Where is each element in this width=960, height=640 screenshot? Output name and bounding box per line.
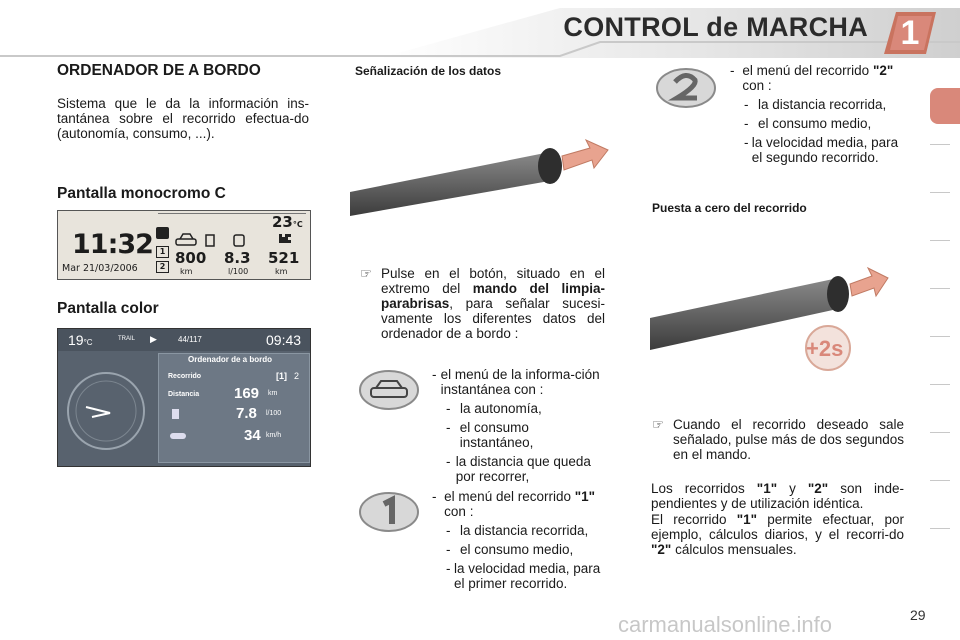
pointing-hand-icon: ☞ <box>360 266 373 281</box>
page-number: 29 <box>910 607 926 623</box>
lcd-temperature: 23°C <box>272 213 303 231</box>
reset-instruction: Cuando el recorrido deseado sale señalado, pulse más de dos segundos en el mando. <box>673 417 904 462</box>
color-row-label: Recorrido <box>168 373 202 380</box>
color-row-value: 34 <box>244 427 261 444</box>
lcd-unit: km <box>180 267 193 276</box>
mono-display-title: Pantalla monocromo C <box>57 185 226 202</box>
color-row-unit: l/100 <box>266 410 282 417</box>
car-icon <box>176 234 196 245</box>
signal-instruction: Pulse en el botón, situado en el extremo del mando del limpia-parabrisas, para señalar sucesi-vamente los diferentes datos del ordenador de a bordo : <box>381 266 605 341</box>
instant-item: la autonomía, <box>460 401 542 416</box>
color-row-unit: km/h <box>266 432 282 439</box>
pointing-arrow-icon <box>562 140 608 170</box>
chapter-tab-divider <box>930 192 950 193</box>
color-clock: 09:43 <box>266 332 302 348</box>
lcd-trip-1: 1 <box>156 246 169 258</box>
lcd-fuel-icon <box>156 227 169 239</box>
chapter-tab-divider <box>930 528 950 529</box>
trip2-menu-label: el menú del recorrido "2" con : <box>742 63 894 93</box>
pointing-hand-icon: ☞ <box>652 417 665 432</box>
fuel-pump-icon <box>206 235 214 246</box>
trip2-item: la velocidad media, para el segundo recorrido. <box>751 135 899 165</box>
chapter-tab-divider <box>930 240 950 241</box>
intro-paragraph: Sistema que le da la información ins-tantánea sobre el recorrido efectua-do (autonomía, consumo, ...). <box>57 96 309 141</box>
page-title: CONTROL de MARCHA <box>563 12 868 42</box>
fuel-can-icon <box>234 235 244 246</box>
trip1-item: la distancia recorrida, <box>460 523 589 538</box>
lcd-unit: km <box>275 267 288 276</box>
trip1-menu-label: el menú del recorrido "1" con : <box>444 489 596 519</box>
chapter-tab-divider <box>930 336 950 337</box>
lcd-trip-2: 2 <box>156 261 169 273</box>
color-row-extra: 2 <box>294 371 300 381</box>
wiper-stalk-reset-illustration <box>650 262 890 382</box>
chapter-tab-divider <box>930 432 950 433</box>
chapter-tab-divider <box>930 384 950 385</box>
trip1-item: el consumo medio, <box>460 542 574 557</box>
trip2-menu-block: - el menú del recorrido "2" con : - la distancia recorrida, - el consumo medio, - la velocidad media, para el segundo recorrido. <box>730 63 905 165</box>
color-menu-title: Ordenador de a bordo <box>188 355 273 364</box>
fuel-icon <box>172 409 179 419</box>
trip2-item: el consumo medio, <box>758 116 872 131</box>
car-button-icon <box>358 368 420 412</box>
trip1-item: la velocidad media, para el primer recorrido. <box>453 561 601 591</box>
chapter-tab-divider <box>930 144 950 145</box>
color-row-value: 7.8 <box>236 405 257 422</box>
color-row-label: Distancia <box>168 391 200 398</box>
color-radio-mode: TRAIL <box>118 336 136 342</box>
analog-clock-graphic <box>64 359 154 463</box>
watermark: carmanualsonline.info <box>618 612 833 637</box>
lcd-value-distance: 521 <box>268 249 300 267</box>
trip2-item: la distancia recorrida, <box>758 97 887 112</box>
instant-item: la distancia que queda por recorrer, <box>455 454 591 484</box>
chapter-badge <box>882 10 938 56</box>
monochrome-display <box>57 210 311 280</box>
color-row-value: [1] <box>276 371 287 381</box>
lcd-value-consumption: 8.3 <box>224 249 251 267</box>
car-icon <box>170 433 186 439</box>
signal-heading: Señalización de los datos <box>355 64 502 78</box>
chapter-number: 1 <box>900 14 920 52</box>
chapter-tab-divider <box>930 288 950 289</box>
instant-item: el consumo instantáneo, <box>459 420 534 450</box>
color-track: 44/117 <box>178 335 202 344</box>
chapter-tab-active[interactable] <box>930 88 960 124</box>
lcd-clock: 11:32 <box>72 229 153 260</box>
color-row-unit: km <box>268 390 278 397</box>
lcd-date: Mar 21/03/2006 <box>62 263 138 274</box>
instant-menu-block: - el menú de la informa-ción instantánea con : - la autonomía, - el consumo instantáneo, - la distancia que queda por recorrer, <box>432 367 604 484</box>
color-temperature: 19°C <box>68 332 93 348</box>
trip-1-button-icon <box>358 490 420 534</box>
color-display <box>57 328 311 467</box>
lcd-unit: l/100 <box>228 267 249 276</box>
play-icon: ▶ <box>150 334 157 344</box>
computer-menu-panel <box>158 353 310 463</box>
reset-heading: Puesta a cero del recorrido <box>652 201 807 215</box>
color-display-title: Pantalla color <box>57 300 159 317</box>
pointing-arrow-icon <box>850 268 888 296</box>
chapter-tab-divider <box>930 480 950 481</box>
color-row-value: 169 <box>234 385 260 402</box>
lcd-value-autonomy: 800 <box>175 249 207 267</box>
trip1-menu-block: - el menú del recorrido "1" con : - la distancia recorrida, - el consumo medio, - la velocidad media, para el primer recorrido. <box>432 489 604 591</box>
flag-icon <box>279 234 291 243</box>
trip-2-button-icon <box>655 66 717 110</box>
lcd-icons <box>174 231 314 251</box>
chapter-tab-bar <box>930 64 960 574</box>
instant-menu-label: el menú de la informa-ción instantánea con : <box>440 367 600 397</box>
section-heading: ORDENADOR DE A BORDO <box>57 62 261 79</box>
trips-usage-paragraph: El recorrido "1" permite efectuar, por ejemplo, cálculos diarios, y el recorri-do "2" cálculos mensuales. <box>651 512 904 557</box>
wiper-stalk-illustration <box>350 130 610 220</box>
trips-independent-paragraph: Los recorridos "1" y "2" son inde-pendientes y de utilización idéntica. <box>651 481 904 511</box>
hold-two-seconds-label: +2s <box>806 336 844 361</box>
